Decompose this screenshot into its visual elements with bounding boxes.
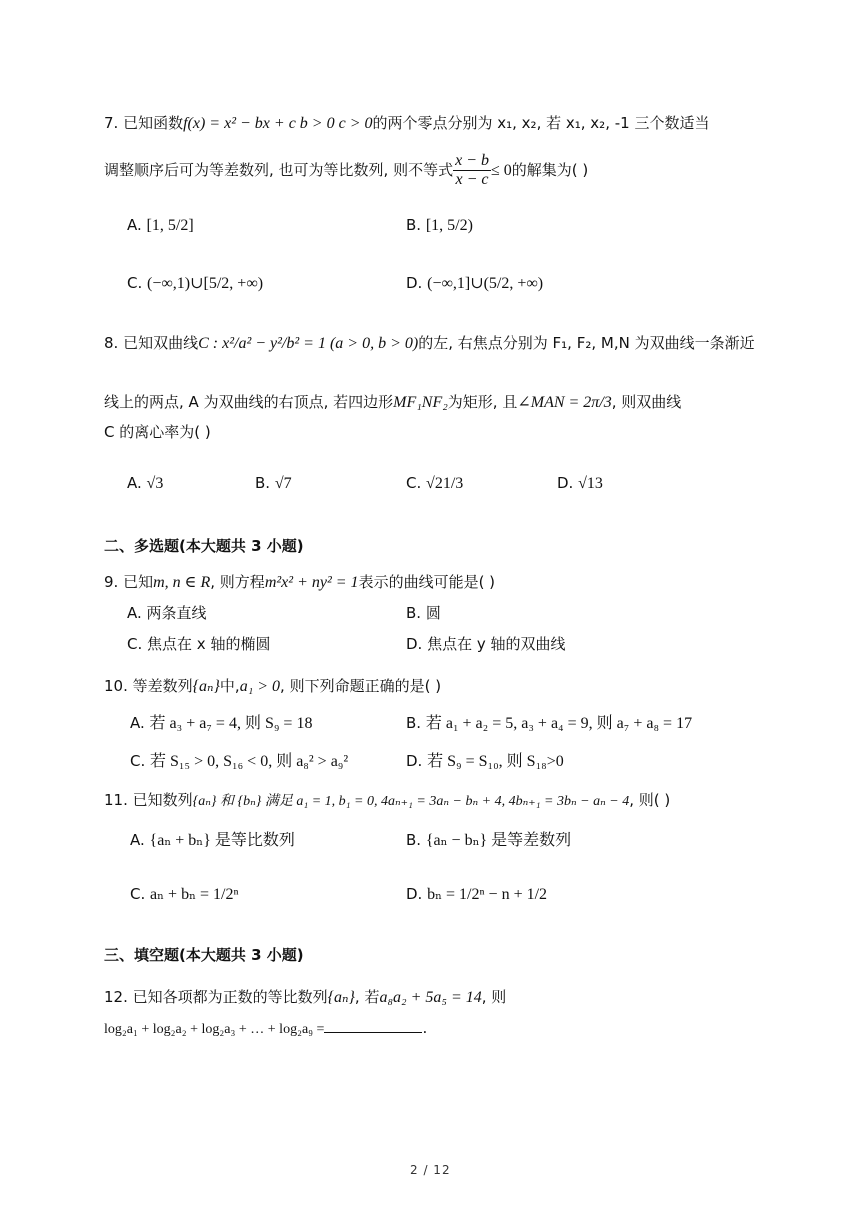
q7-option-a-text: [1, 5/2] [146, 217, 194, 234]
q7-frac-denominator: x − c [455, 171, 489, 188]
q9-option-b[interactable] [406, 603, 441, 623]
q11-recurrence: {aₙ} 和 {bₙ} 满足 a₁ = 1, b₁ = 0, 4aₙ₊₁ = 3aₙ − bₙ + 4, 4bₙ₊₁ = 3bₙ − aₙ − 4 [192, 794, 630, 809]
q8-option-b-letter: B. [255, 474, 271, 492]
q11-option-b[interactable] [406, 830, 571, 851]
q7-option-b[interactable] [406, 215, 473, 236]
q7-option-b-letter: B. [406, 216, 422, 234]
q9-condition: m, n ∈ R [153, 574, 211, 591]
q9-option-d-text: 焦点在 y 轴的双曲线 [427, 635, 566, 653]
q8-stem-text-5: , 则双曲线 [611, 393, 682, 411]
q12-period: . [422, 1019, 428, 1037]
q10-condition: a₁ > 0 [239, 678, 281, 695]
q8-option-d-letter: D. [557, 474, 574, 492]
q10-option-b-text: 若 a₁ + a₂ = 5, a₃ + a₄ = 9, 则 a₇ + a₈ = 17 [425, 715, 693, 732]
q10-option-b[interactable] [406, 713, 692, 734]
q7-function-formula: f(x) = x² − bx + c b > 0 c > 0 [183, 115, 373, 132]
q9-option-d[interactable] [406, 634, 566, 654]
q12-condition: a₈a₂ + 5a₅ = 14 [379, 989, 482, 1006]
q11-option-a-text: {aₙ + bₙ} 是等比数列 [149, 832, 295, 849]
q7-option-a[interactable] [127, 215, 194, 236]
q11-option-d[interactable] [406, 884, 547, 905]
q11-option-a[interactable] [130, 830, 295, 851]
q12-stem-text-3: , 则 [481, 988, 507, 1006]
q10-option-c[interactable] [130, 751, 348, 772]
q11-option-b-text: {aₙ − bₙ} 是等差数列 [425, 832, 572, 849]
q11-stem [104, 790, 670, 812]
q10-option-d-letter: D. [406, 752, 423, 770]
q7-option-d[interactable] [406, 273, 543, 294]
q10-option-c-letter: C. [130, 752, 146, 770]
q7-option-d-letter: D. [406, 274, 423, 292]
q9-option-d-letter: D. [406, 635, 423, 653]
section-3-heading: 三、填空题(本大题共 3 小题) [104, 946, 304, 964]
q7-stem-text-3: 调整顺序后可为等差数列, 也可为等比数列, 则不等式 [104, 161, 454, 179]
q8-option-b[interactable] [255, 473, 292, 494]
page-number: 2 / 12 [410, 1163, 451, 1177]
q10-stem-text-3: , 则下列命题正确的是( ) [280, 677, 442, 695]
q11-stem-text: 11. 已知数列 [104, 791, 193, 809]
q8-stem-text: 8. 已知双曲线 [104, 334, 199, 352]
q7-stem-text-4: 的解集为( ) [511, 161, 589, 179]
q9-option-c-letter: C. [127, 635, 143, 653]
q12-log-sum: log₂a₁ + log₂a₂ + log₂a₃ + … + log₂a₉ = [104, 1022, 325, 1037]
q10-option-c-text: 若 S₁₅ > 0, S₁₆ < 0, 则 a₈² > a₉² [150, 753, 349, 770]
q7-line2 [104, 152, 588, 189]
q11-stem-text-2: , 则( ) [629, 791, 671, 809]
q8-line3 [104, 422, 211, 442]
q12-stem-text: 12. 已知各项都为正数的等比数列 [104, 988, 328, 1006]
q10-stem-text: 10. 等差数列 [104, 677, 193, 695]
section-2-heading: 二、多选题(本大题共 3 小题) [104, 537, 304, 555]
q10-stem-text-2: 中, [219, 677, 240, 695]
q9-stem-text-2: , 则方程 [210, 573, 265, 591]
q11-option-c[interactable] [130, 884, 239, 905]
q12-stem-text-2: , 若 [354, 988, 380, 1006]
q8-option-b-text: √7 [274, 475, 292, 492]
q8-line1 [104, 333, 755, 354]
q7-line1 [104, 113, 709, 134]
q8-option-c[interactable] [406, 473, 463, 494]
q9-option-a-text: 两条直线 [146, 604, 207, 622]
q12-sequence: {aₙ} [327, 989, 355, 1006]
q7-option-c-letter: C. [127, 274, 143, 292]
q7-inequality-fraction [453, 152, 491, 189]
q10-stem [104, 676, 441, 697]
q8-option-c-letter: C. [406, 474, 422, 492]
q12-stem [104, 987, 506, 1008]
q11-option-d-text: bₙ = 1/2ⁿ − n + 1/2 [427, 886, 548, 903]
q10-option-b-letter: B. [406, 714, 422, 732]
q9-option-b-text: 圆 [425, 604, 441, 622]
q7-frac-numerator: x − b [455, 152, 489, 169]
q8-quadrilateral: MF₁NF₂ [393, 394, 448, 411]
q9-stem-text: 9. 已知 [104, 573, 154, 591]
q7-option-c[interactable] [127, 273, 263, 294]
q12-line2 [104, 1018, 427, 1040]
q9-option-c-text: 焦点在 x 轴的椭圆 [147, 635, 271, 653]
q7-stem-text: 7. 已知函数 [104, 114, 184, 132]
q8-stem-text-3: 线上的两点, A 为双曲线的右顶点, 若四边形 [104, 393, 394, 411]
q9-option-c[interactable] [127, 634, 270, 654]
q8-angle-formula: ∠MAN = 2π/3 [517, 394, 612, 411]
q10-option-d-text: 若 S₉ = S₁₀, 则 S₁₈>0 [427, 753, 564, 770]
q10-option-d[interactable] [406, 751, 564, 772]
q9-option-a[interactable] [127, 603, 207, 623]
q11-option-a-letter: A. [130, 831, 145, 849]
q7-option-b-text: [1, 5/2) [425, 217, 473, 234]
q8-option-c-text: √21/3 [426, 475, 464, 492]
q10-sequence: {aₙ} [192, 678, 220, 695]
q8-hyperbola-equation: C : x²/a² − y²/b² = 1 (a > 0, b > 0) [198, 335, 419, 352]
q7-option-c-text: (−∞,1)∪[5/2, +∞) [147, 275, 264, 292]
q11-option-d-letter: D. [406, 885, 423, 903]
q10-option-a-letter: A. [130, 714, 145, 732]
q8-option-a-letter: A. [127, 474, 142, 492]
q8-stem-text-2: 的左, 右焦点分别为 F₁, F₂, M,N 为双曲线一条渐近 [418, 334, 755, 352]
q9-stem [104, 572, 495, 593]
q7-option-d-text: (−∞,1]∪(5/2, +∞) [427, 275, 544, 292]
q8-line2 [104, 392, 681, 413]
q8-option-a-text: √3 [146, 475, 164, 492]
q8-option-d[interactable] [557, 473, 603, 494]
q8-stem-text-6: C 的离心率为( ) [104, 423, 211, 441]
q9-stem-text-3: 表示的曲线可能是( ) [358, 573, 496, 591]
q7-option-a-letter: A. [127, 216, 142, 234]
q11-option-c-letter: C. [130, 885, 146, 903]
q9-equation: m²x² + ny² = 1 [264, 574, 359, 591]
q10-option-a[interactable] [130, 713, 312, 734]
q7-stem-text-2: 的两个零点分别为 x₁, x₂, 若 x₁, x₂, -1 三个数适当 [372, 114, 710, 132]
q10-option-a-text: 若 a₃ + a₇ = 4, 则 S₉ = 18 [149, 715, 313, 732]
q8-option-d-text: √13 [578, 475, 603, 492]
q9-option-b-letter: B. [406, 604, 422, 622]
q12-answer-blank[interactable] [324, 1018, 422, 1033]
q8-option-a[interactable] [127, 473, 163, 494]
q11-option-c-text: aₙ + bₙ = 1/2ⁿ [150, 886, 239, 903]
q7-frac-tail: ≤ 0 [490, 162, 512, 179]
q9-option-a-letter: A. [127, 604, 142, 622]
q11-option-b-letter: B. [406, 831, 422, 849]
q8-stem-text-4: 为矩形, 且 [447, 393, 518, 411]
